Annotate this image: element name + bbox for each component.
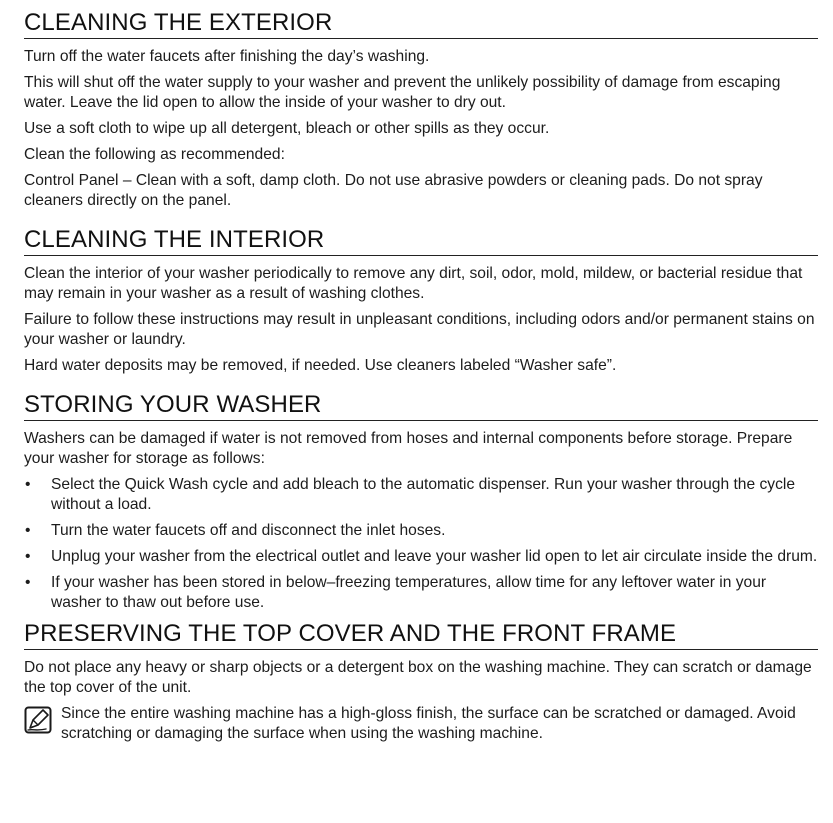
section-cleaning-interior xyxy=(24,225,818,376)
paragraph: Turn off the water faucets after finishing the day’s washing. xyxy=(24,48,430,65)
bullet-list xyxy=(24,475,818,613)
bullet-icon: • xyxy=(25,522,31,539)
bullet-icon: • xyxy=(25,574,31,591)
section-cleaning-exterior xyxy=(24,8,818,211)
paragraph: Failure to follow these instructions may result in unpleasant conditions, including odors and/or permanent stains on your washer or laundry. xyxy=(24,311,815,348)
bullet-icon: • xyxy=(25,476,31,493)
manual-page xyxy=(24,8,818,744)
bullet-icon: • xyxy=(25,548,31,565)
section-heading: PRESERVING THE TOP COVER AND THE FRONT FRAME xyxy=(24,619,818,650)
list-item xyxy=(24,475,818,515)
list-item xyxy=(24,521,818,541)
paragraph: Hard water deposits may be removed, if needed. Use cleaners labeled “Washer safe”. xyxy=(24,357,617,374)
paragraph: Control Panel – Clean with a soft, damp cloth. Do not use abrasive powders or cleaning pads. Do not spray cleaners directly on the panel. xyxy=(24,172,763,209)
section-storing-washer xyxy=(24,390,818,613)
section-preserving-cover xyxy=(24,619,818,744)
note-box xyxy=(24,704,818,744)
paragraph: Clean the following as recommended: xyxy=(24,146,285,163)
paragraph: Do not place any heavy or sharp objects or a detergent box on the washing machine. They can scratch or damage the top cover of the unit. xyxy=(24,659,812,696)
list-item xyxy=(24,547,818,567)
paragraph: Clean the interior of your washer periodically to remove any dirt, soil, odor, mold, mildew, or bacterial residue that may remain in your washer as a result of washing clothes. xyxy=(24,265,803,302)
paragraph: Washers can be damaged if water is not removed from hoses and internal components before storage. Prepare your washer for storage as follows: xyxy=(24,430,793,467)
list-item xyxy=(24,573,818,613)
paragraph: Use a soft cloth to wipe up all detergent, bleach or other spills as they occur. xyxy=(24,120,550,137)
section-heading: CLEANING THE INTERIOR xyxy=(24,225,818,256)
list-item-text: If your washer has been stored in below–freezing temperatures, allow time for any leftover water in your washer to thaw out before use. xyxy=(51,574,767,611)
list-item-text: Select the Quick Wash cycle and add bleach to the automatic dispenser. Run your washer through the cycle without a load. xyxy=(51,476,795,513)
section-heading: STORING YOUR WASHER xyxy=(24,390,818,421)
note-text: Since the entire washing machine has a high-gloss finish, the surface can be scratched or damaged. Avoid scratching or damaging the surface when using the washing machine. xyxy=(61,705,796,742)
list-item-text: Turn the water faucets off and disconnect the inlet hoses. xyxy=(51,522,446,539)
paragraph: This will shut off the water supply to your washer and prevent the unlikely possibility of damage from escaping water. Leave the lid open to allow the inside of your washer to dry out. xyxy=(24,74,781,111)
list-item-text: Unplug your washer from the electrical outlet and leave your washer lid open to let air circulate inside the drum. xyxy=(51,548,818,565)
note-pencil-icon xyxy=(24,706,52,734)
section-heading: CLEANING THE EXTERIOR xyxy=(24,8,818,39)
